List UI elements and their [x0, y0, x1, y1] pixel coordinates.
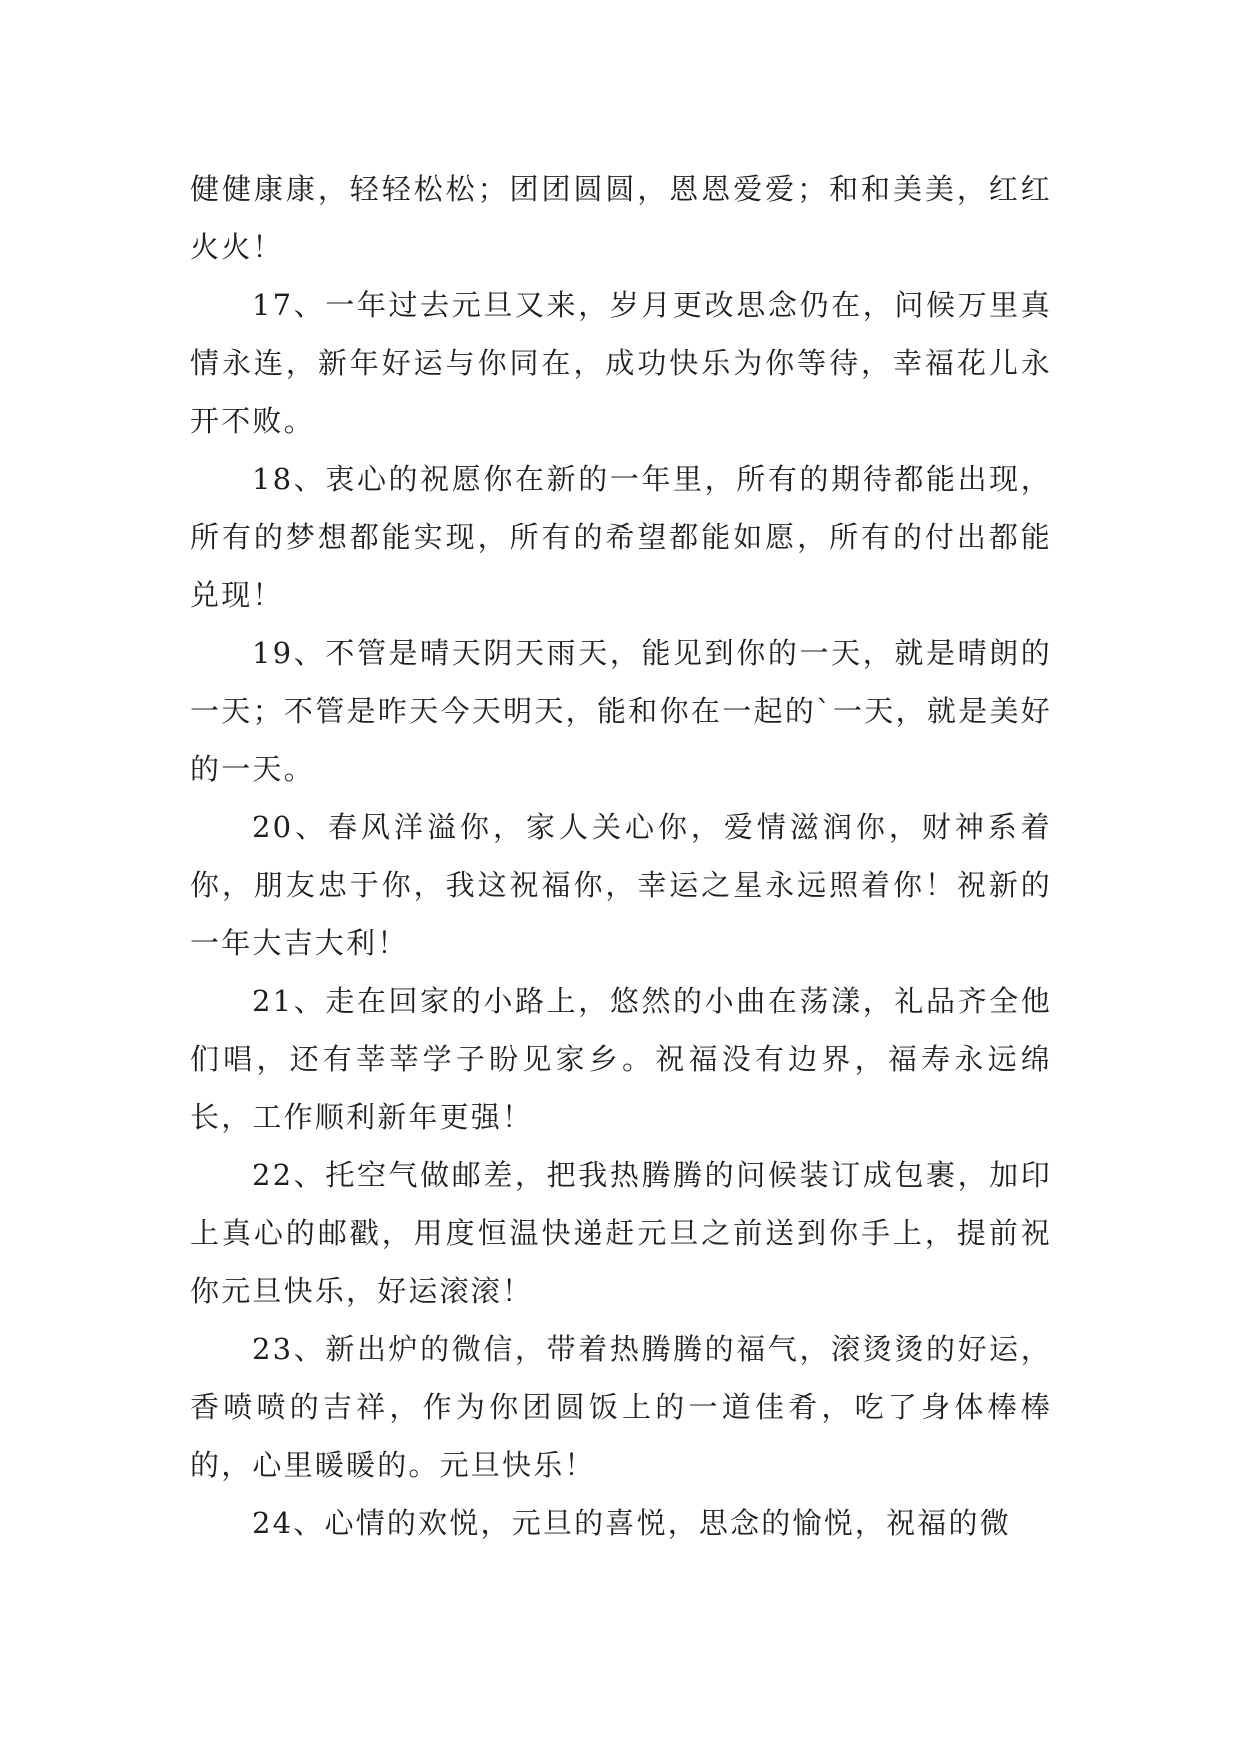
paragraph-20: 20、春风洋溢你，家人关心你，爱情滋润你，财神系着你，朋友忠于你，我这祝福你，幸运之星永远照着你！祝新的一年大吉大利！ [190, 810, 1052, 960]
paragraph-21: 21、走在回家的小路上，悠然的小曲在荡漾，礼品齐全他们唱，还有莘莘学子盼见家乡。祝福没有边界，福寿永远绵长，工作顺利新年更强！ [190, 984, 1052, 1134]
paragraph-22: 22、托空气做邮差，把我热腾腾的问候装订成包裹，加印上真心的邮戳，用度恒温快递赶元旦之前送到你手上，提前祝你元旦快乐，好运滚滚！ [190, 1158, 1052, 1308]
paragraph-18: 18、衷心的祝愿你在新的一年里，所有的期待都能出现，所有的梦想都能实现，所有的希望都能如愿，所有的付出都能兑现！ [190, 462, 1052, 612]
paragraph-24: 24、心情的欢悦，元旦的喜悦，思念的愉悦，祝福的微 [252, 1506, 1011, 1540]
paragraph-19: 19、不管是晴天阴天雨天，能见到你的一天，就是晴朗的一天；不管是昨天今天明天，能和你在一起的`一天，就是美好的一天。 [190, 636, 1052, 786]
paragraph-23: 23、新出炉的微信，带着热腾腾的福气，滚烫烫的好运，香喷喷的吉祥，作为你团圆饭上的一道佳肴，吃了身体棒棒的，心里暖暖的。元旦快乐！ [190, 1332, 1052, 1482]
document-page [190, 160, 1052, 1552]
paragraph-17: 17、一年过去元旦又来，岁月更改思念仍在，问候万里真情永连，新年好运与你同在，成功快乐为你等待，幸福花儿永开不败。 [190, 288, 1052, 438]
paragraph-continuation: 健健康康，轻轻松松；团团圆圆，恩恩爱爱；和和美美，红红火火！ [190, 172, 1052, 264]
